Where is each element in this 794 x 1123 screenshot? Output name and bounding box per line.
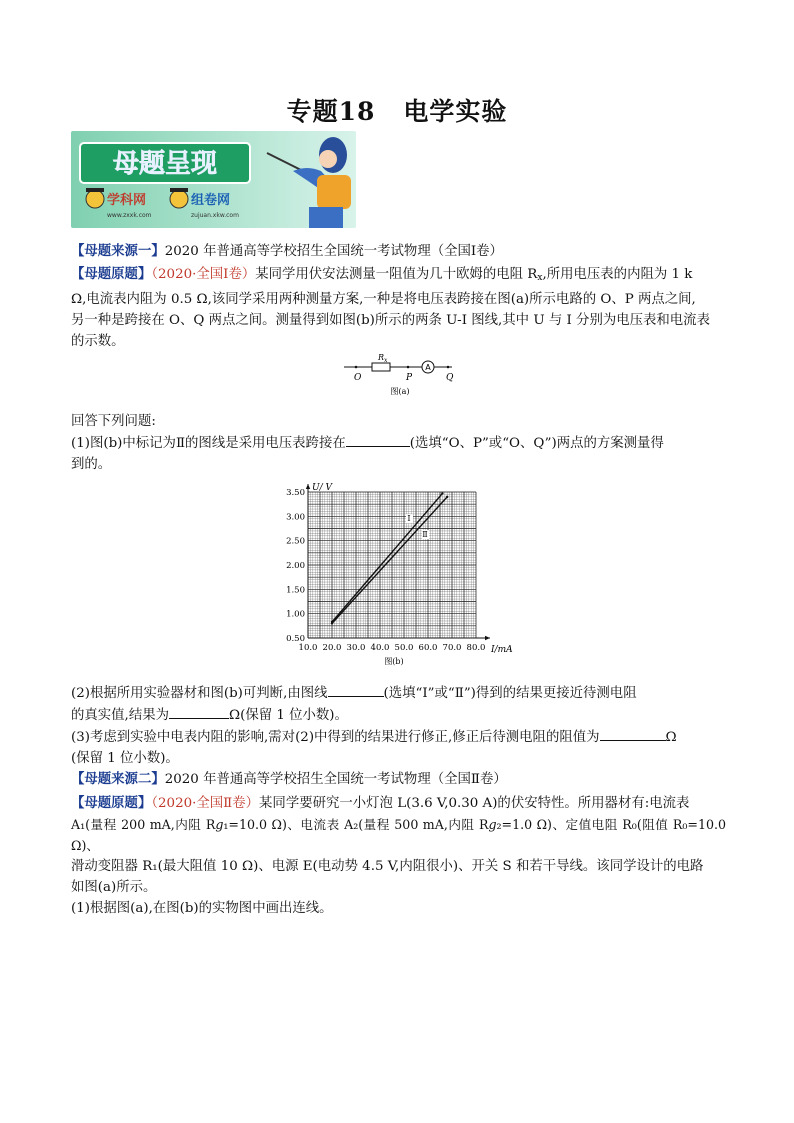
node-p <box>407 366 410 369</box>
y-tick-label: 1.00 <box>286 609 305 620</box>
circuit-figure-a <box>340 350 460 398</box>
x-tick-label: 80.0 <box>466 643 486 653</box>
series-point <box>331 622 333 624</box>
figure-a-caption: 图(a) <box>390 387 410 396</box>
svg-text:zujuan.xkw.com: zujuan.xkw.com <box>191 212 239 219</box>
node-o <box>355 366 358 369</box>
y-tick-label: 3.50 <box>286 488 305 498</box>
x-tick-label: 60.0 <box>418 643 438 653</box>
problem-one-text: 【母题原题】（2020·全国Ⅰ卷）某同学用伏安法测量一阻值为几十欧姆的电阻 $R_x$,所用电压表的内阻为 1 k Ω,电流表内阻为 0.5 Ω,该同学采用两种测量方案,一种是将电压表跨接在图(a)所示电路的 O、P 两点之间, 另一种是跨接在 O、Q 两点之间。测量得到如图(b)所示的两条 U-I 图线,其中 U 与 I 分别为电压表和电流表 的示数。 <box>71 266 710 349</box>
label-o: O <box>354 373 362 383</box>
y-axis-label: U/ V <box>312 483 332 493</box>
ui-graph-b <box>276 476 526 676</box>
banner-illustration <box>71 131 356 228</box>
series-point <box>446 496 448 498</box>
y-tick-label: 0.50 <box>286 634 305 644</box>
series-label-1: Ⅰ <box>407 514 411 524</box>
questions-two-three: (2)根据所用实验器材和图(b)可判断,由图线 (选填“Ⅰ”或“Ⅱ”)得到的结果更接近待测电阻 的真实值,结果为 Ω(保留 1 位小数)。 (3)考虑到实验中电表内阻的影响,需对(2)中得到的结果进行修正,修正后待测电阻的阻值为 Ω (保留 1 位小数)。 <box>71 682 726 769</box>
x-tick-label: 40.0 <box>370 643 390 653</box>
y-axis-arrow <box>306 484 310 489</box>
figure-b-caption: 图(b) <box>384 657 404 666</box>
svg-text:www.zxxk.com: www.zxxk.com <box>107 212 152 219</box>
y-tick-label: 2.00 <box>286 561 305 571</box>
x-tick-label: 70.0 <box>442 643 462 653</box>
svg-text:A: A <box>425 363 431 372</box>
x-tick-label: 20.0 <box>322 643 342 653</box>
resistor-rx <box>372 363 390 371</box>
questions-intro: 回答下列问题: (1)图(b)中标记为Ⅱ的图线是采用电压表跨接在 (选填“O、P”或“O、Q”)两点的方案测量得 到的。 <box>71 414 664 472</box>
x-axis-arrow <box>485 636 490 640</box>
series-point <box>441 492 443 494</box>
x-axis-label: I/mA <box>491 645 513 655</box>
source-one: 【母题来源一】2020 年普通高等学校招生全国统一考试物理（全国Ⅰ卷） <box>71 243 503 259</box>
y-tick-label: 3.00 <box>286 512 305 523</box>
label-p: P <box>406 373 413 383</box>
header-banner <box>71 131 356 228</box>
label-rx: $R_x$ <box>378 353 388 364</box>
label-q: Q <box>446 373 454 383</box>
page-title: 专题18 电学实验 <box>286 97 508 126</box>
x-tick-label: 30.0 <box>346 643 366 653</box>
answer-blank-2[interactable] <box>328 682 384 697</box>
answer-blank-3[interactable] <box>169 704 229 719</box>
y-tick-label: 1.50 <box>286 585 305 596</box>
slogan-text: 母题呈现 <box>112 149 218 179</box>
node-q <box>447 366 450 369</box>
svg-text:学科网: 学科网 <box>107 193 147 208</box>
y-tick-label: 2.50 <box>286 536 305 547</box>
answer-blank-4[interactable] <box>600 726 666 741</box>
slogan-board <box>80 143 250 183</box>
source-two: 【母题来源二】2020 年普通高等学校招生全国统一考试物理（全国Ⅱ卷） <box>71 771 507 787</box>
x-tick-label: 10.0 <box>298 643 318 653</box>
answer-blank-1[interactable] <box>346 432 410 447</box>
svg-text:组卷网: 组卷网 <box>191 193 231 208</box>
ui-graph-svg <box>276 476 526 676</box>
series-label-2: Ⅱ <box>422 530 428 540</box>
x-tick-label: 50.0 <box>394 643 414 653</box>
problem-two-text: 【母题原题】（2020·全国Ⅱ卷）某同学要研究一小灯泡 L(3.6 V,0.30 A)的伏安特性。所用器材有:电流表 A₁(量程 200 mA,内阻 R𝑔₁=10.0 Ω)、电流表 A₂(量程 500 mA,内阻 R𝑔₂=1.0 Ω)、定值电阻 R₀(阻值 R₀=10.0 Ω)、 滑动变阻器 R₁(最大阻值 10 Ω)、电源 E(电动势 4.5 V,内阻很小)、开关 S 和若干导线。该同学设计的电路 如图(a)所示。 (1)根据图(a),在图(b)的实物图中画出连线。 <box>71 795 726 916</box>
